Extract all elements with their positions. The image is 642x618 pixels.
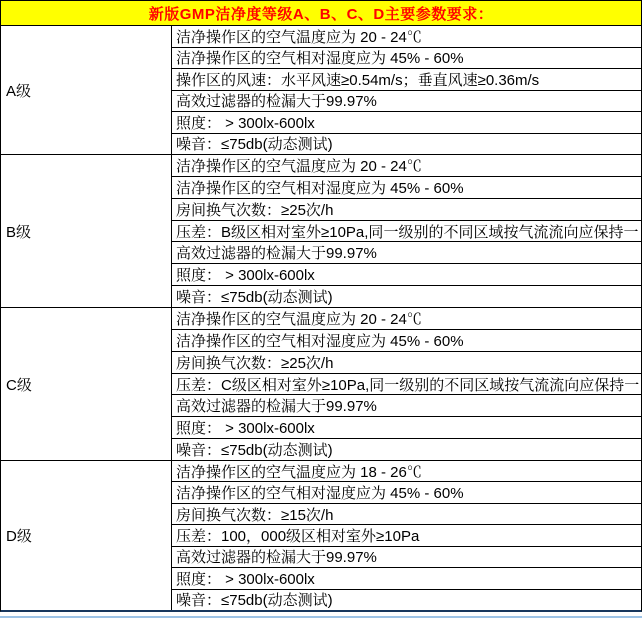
table-row: 洁净操作区的空气温度应为 20 - 24℃: [172, 155, 641, 177]
table-row: 高效过滤器的检漏大于99.97%: [172, 91, 641, 113]
table-row: 压差：100，000级区相对室外≥10Pa: [172, 525, 641, 546]
table-row: 洁净操作区的空气相对湿度应为 45% - 60%: [172, 482, 641, 503]
table-row: 照度： > 300lx-600lx: [172, 417, 641, 439]
table-row: 照度： > 300lx-600lx: [172, 264, 641, 286]
table-row: 高效过滤器的检漏大于99.97%: [172, 395, 641, 417]
table-row: 压差：C级区相对室外≥10Pa,同一级别的不同区域按气流流向应保持一: [172, 374, 641, 396]
table-row: 噪音：≤75db(动态测试): [176, 442, 333, 460]
table-row: 洁净操作区的空气温度应为 20 - 24℃: [172, 26, 641, 48]
table-row: 照度： > 300lx-600lx: [172, 568, 641, 589]
table-row: 高效过滤器的检漏大于99.97%: [172, 547, 641, 568]
table-row: 洁净操作区的空气相对湿度应为 45% - 60%: [172, 177, 641, 199]
table-row: 洁净操作区的空气相对湿度应为 45% - 60%: [172, 330, 641, 352]
grade-c-label: C级: [1, 308, 172, 460]
section-grade-b: [1, 155, 641, 308]
table-title: 新版GMP洁净度等级A、B、C、D主要参数要求：: [1, 1, 641, 26]
section-grade-a: [1, 26, 641, 155]
table-row: 房间换气次数：≥15次/h: [172, 504, 641, 525]
table-row: 洁净操作区的空气温度应为 20 - 24℃: [172, 308, 641, 330]
table-row: 噪音：≤75db(动态测试): [176, 592, 333, 610]
grade-d-rows: [172, 461, 641, 610]
table-row: 洁净操作区的空气温度应为 18 - 26℃: [172, 461, 641, 482]
table-row: 高效过滤器的检漏大于99.97%: [172, 242, 641, 264]
table-row: 噪音：≤75db(动态测试): [176, 136, 333, 154]
table-row: 噪音：≤75db(动态测试): [176, 289, 333, 307]
grade-a-label: A级: [1, 26, 172, 154]
table-row: 房间换气次数：≥25次/h: [172, 199, 641, 221]
grade-b-label: B级: [1, 155, 172, 307]
table-row: 房间换气次数：≥25次/h: [172, 352, 641, 374]
grade-d-label: D级: [1, 461, 172, 610]
grade-a-rows: [172, 26, 641, 154]
grade-b-rows: [172, 155, 641, 307]
grade-c-rows: [172, 308, 641, 460]
table-row: 操作区的风速：水平风速≥0.54m/s；垂直风速≥0.36m/s: [172, 69, 641, 91]
section-grade-d: [1, 461, 641, 610]
table-row: 洁净操作区的空气相对湿度应为 45% - 60%: [172, 48, 641, 70]
section-grade-c: [1, 308, 641, 461]
table-row: 照度： > 300lx-600lx: [172, 112, 641, 134]
table-row: 压差：B级区相对室外≥10Pa,同一级别的不同区域按气流流向应保持一: [172, 221, 641, 243]
